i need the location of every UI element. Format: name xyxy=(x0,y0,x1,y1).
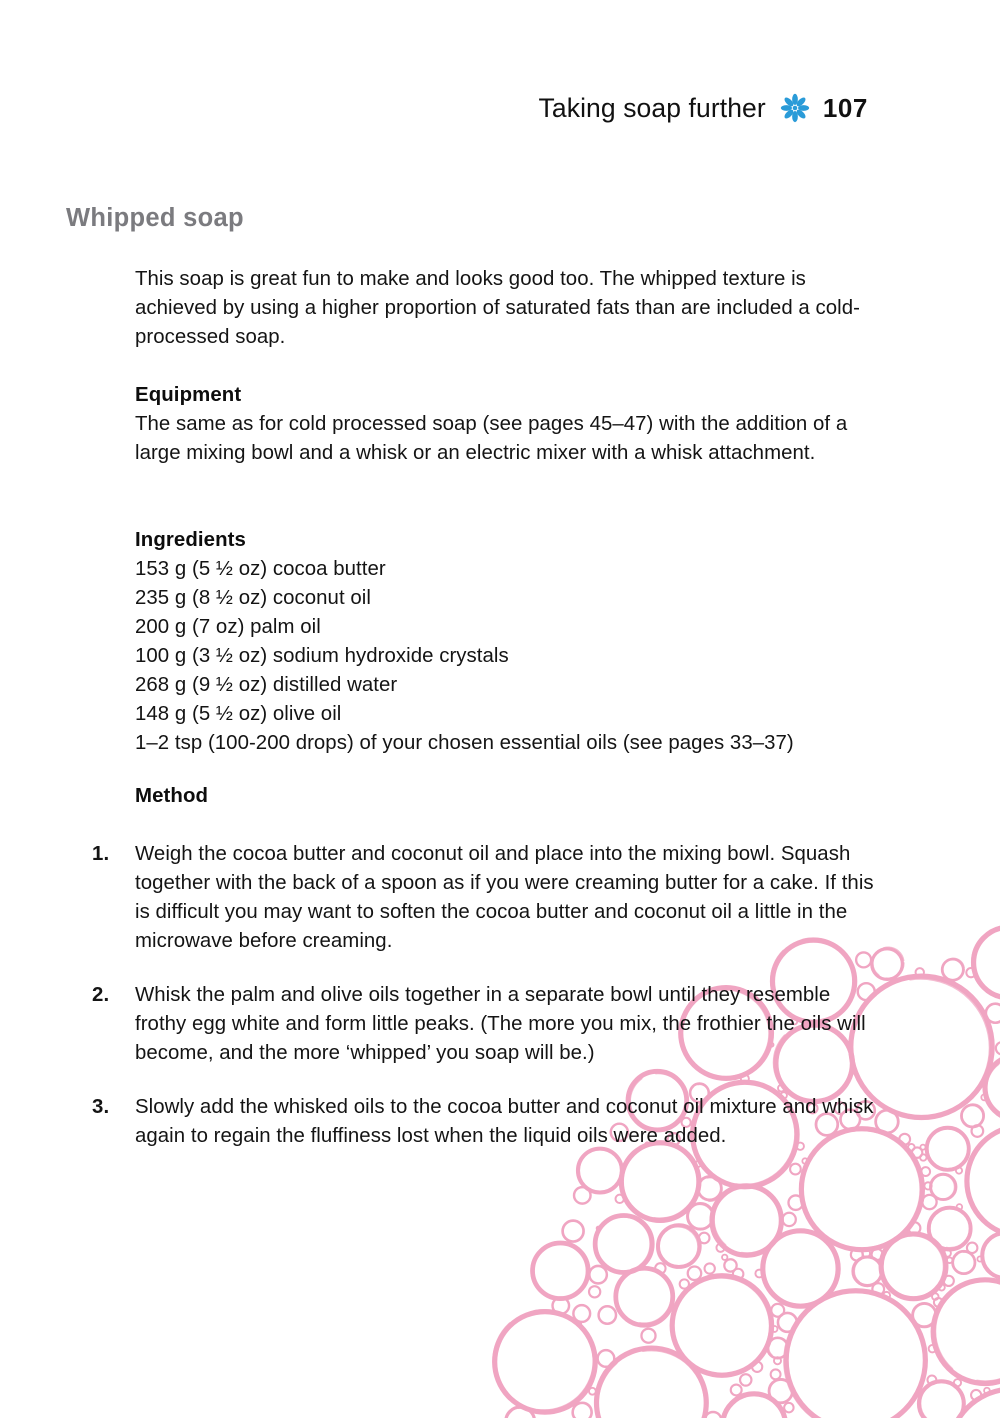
equipment-text: The same as for cold processed soap (see pages 45–47) with the addition of a large mixing bowl and a whisk or an electric mixer with a whisk attachment. xyxy=(135,413,848,464)
ingredient-item: 148 g (5 ½ oz) olive oil xyxy=(135,703,342,725)
ingredients-heading: Ingredients xyxy=(135,529,246,551)
step-text: Whisk the palm and olive oils together in a separate bowl until they resemble frothy egg white and form little peaks. (The more you mix, the frothier the oils will become, and the more ‘whipped’ you soap will be.) xyxy=(135,984,866,1064)
ingredients-section xyxy=(135,526,875,758)
running-head xyxy=(539,93,868,123)
step-number: 2. xyxy=(92,984,110,1006)
flower-ornament-icon xyxy=(780,93,810,123)
method-step xyxy=(92,1093,877,1151)
method-step xyxy=(92,981,877,1068)
ingredient-item: 1–2 tsp (100-200 drops) of your chosen essential oils (see pages 33–37) xyxy=(135,732,794,754)
step-number: 1. xyxy=(92,843,110,865)
ingredient-item: 268 g (9 ½ oz) distilled water xyxy=(135,674,398,696)
step-number: 3. xyxy=(92,1096,110,1118)
running-head-title: Taking soap further xyxy=(538,92,766,123)
ingredient-item: 200 g (7 oz) palm oil xyxy=(135,616,321,638)
method-step xyxy=(92,840,877,956)
equipment-section xyxy=(135,381,875,468)
ingredient-item: 153 g (5 ½ oz) cocoa butter xyxy=(135,558,386,580)
intro-paragraph: This soap is great fun to make and looks good too. The whipped texture is achieved by using a higher proportion of saturated fats than are included a cold-processed soap. xyxy=(135,268,860,348)
page-number: 107 xyxy=(822,93,868,123)
method-heading: Method xyxy=(135,785,209,807)
ingredient-item: 100 g (3 ½ oz) sodium hydroxide crystals xyxy=(135,645,509,667)
section-title: Whipped soap xyxy=(66,204,244,232)
ingredient-item: 235 g (8 ½ oz) coconut oil xyxy=(135,587,371,609)
equipment-heading: Equipment xyxy=(135,384,242,406)
step-text: Weigh the cocoa butter and coconut oil and place into the mixing bowl. Squash together with the back of a spoon as if you were creaming butter for a cake. If this is difficult you may want to soften the cocoa butter and coconut oil a little in the microwave before creaming. xyxy=(135,843,874,952)
step-text: Slowly add the whisked oils to the cocoa butter and coconut oil mixture and whisk again to regain the fluffiness lost when the liquid oils were added. xyxy=(135,1096,874,1147)
